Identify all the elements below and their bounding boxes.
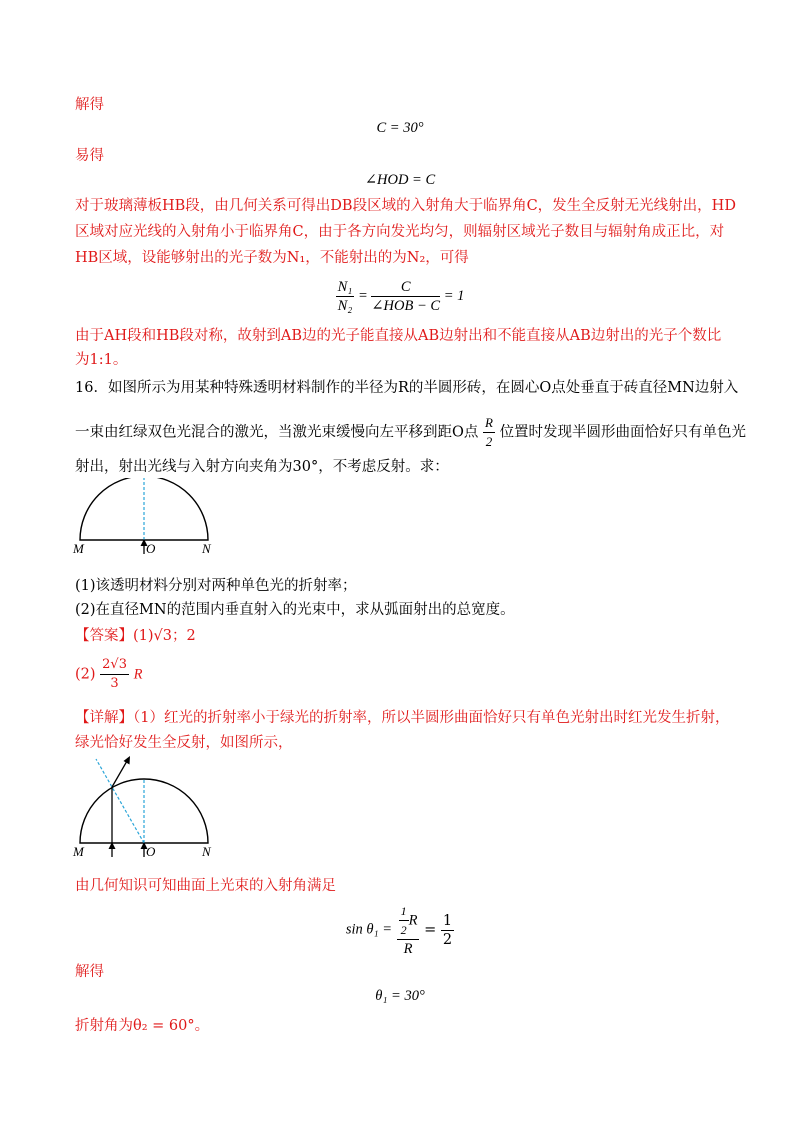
answer-fraction: $\frac{2√3}{3}$ (102, 657, 127, 691)
semicircle-figure-1 (70, 478, 220, 558)
equation-hod: ∠HOD = C (364, 172, 436, 188)
solve-label-1: 解得 (75, 97, 104, 113)
geometry-line: 由几何知识可知曲面上光束的入射角满足 (75, 878, 336, 894)
question-16-line-1: 16．如图所示为用某种特殊透明材料制作的半径为R的半圆形砖，在圆心O点处垂直于砖直径MN边射入 (75, 380, 739, 396)
paragraph-1-line-1: 对于玻璃薄板HB段，由几何关系可得出DB段区域的入射角大于临界角C，发生全反射无光线射出，HD (75, 198, 736, 214)
equation-c: C = 30° (376, 120, 424, 136)
sine-result-fraction: $\frac{1}{2}$ (442, 912, 453, 948)
point-n: N (202, 541, 211, 556)
equation-theta1: θ₁ = 30° (375, 988, 425, 1004)
radial-normal-dashed-line (96, 759, 144, 843)
point-n: N (202, 844, 211, 859)
point-o: O (146, 541, 156, 556)
question-16-line-2: 一束由红绿双色光混合的激光，当激光束缓慢向左平移到距O点 $\frac{R}{2}$ 位置时发现半圆形曲面恰好只有单色光 (75, 415, 747, 449)
point-o: O (146, 844, 156, 859)
semicircle-figure-2 (70, 755, 220, 865)
detail-line-2: 绿光恰好发生全反射，如图所示， (75, 735, 293, 751)
paragraph-1-line-2: 区域对应光线的入射角小于临界角C，由于各方向发光均匀，则辐射区域光子数目与辐射角成正比，对 (75, 224, 725, 240)
answer-line-2: (2) $\frac{2√3}{3}$ R (75, 657, 143, 691)
paragraph-2-line-2: 为1:1。 (75, 352, 128, 368)
detail-line-1: 【详解】（1）红光的折射率小于绿光的折射率，所以半圆形曲面恰好只有单色光射出时红光发生折射， (75, 710, 730, 726)
answer-line-1: 【答案】(1)√3；2 (75, 628, 196, 644)
sine-equation: sin θ₁ = $\frac{1}{2}$ R R = $\frac{1}{2}$ (345, 904, 453, 957)
paragraph-1-line-3: HB区域，设能够射出的光子数为N₁，不能射出的为N₂，可得 (75, 250, 469, 266)
paragraph-2-line-1: 由于AH段和HB段对称，故射到AB边的光子能直接从AB边射出和不能直接从AB边射出的光子个数比 (75, 328, 722, 344)
refraction-angle-line: 折射角为θ₂ = 60°。 (75, 1018, 210, 1034)
r-over-2-fraction: $\frac{R}{2}$ (485, 415, 493, 449)
sine-big-fraction: $\frac{1}{2}$ R R (397, 902, 420, 958)
sub-question-2: (2)在直径MN的范围内垂直射入的光束中，求从弧面射出的总宽度。 (75, 602, 515, 618)
point-m: M (73, 541, 84, 556)
ratio-fraction-left: $\frac{\text{N₁}}{\text{N₂}}$ (337, 279, 353, 314)
refracted-arrow-icon (124, 756, 131, 765)
detail-label: 【详解】 (75, 710, 133, 726)
ratio-fraction-right: $\frac{C}{\text{∠HOB − C}}$ (371, 279, 441, 314)
easy-label: 易得 (75, 148, 104, 164)
sub-question-1: (1)该透明材料分别对两种单色光的折射率； (75, 578, 357, 594)
point-m: M (73, 844, 84, 859)
photon-ratio-equation: $\frac{\text{N₁}}{\text{N₂}}$ = $\frac{C}{\text{∠HOB − C}}$ = 1 (337, 279, 465, 314)
answer-label: 【答案】 (75, 628, 133, 644)
question-16-line-3: 射出，射出光线与入射方向夹角为30°，不考虑反射。求： (75, 459, 449, 475)
solve-label-2: 解得 (75, 964, 104, 980)
